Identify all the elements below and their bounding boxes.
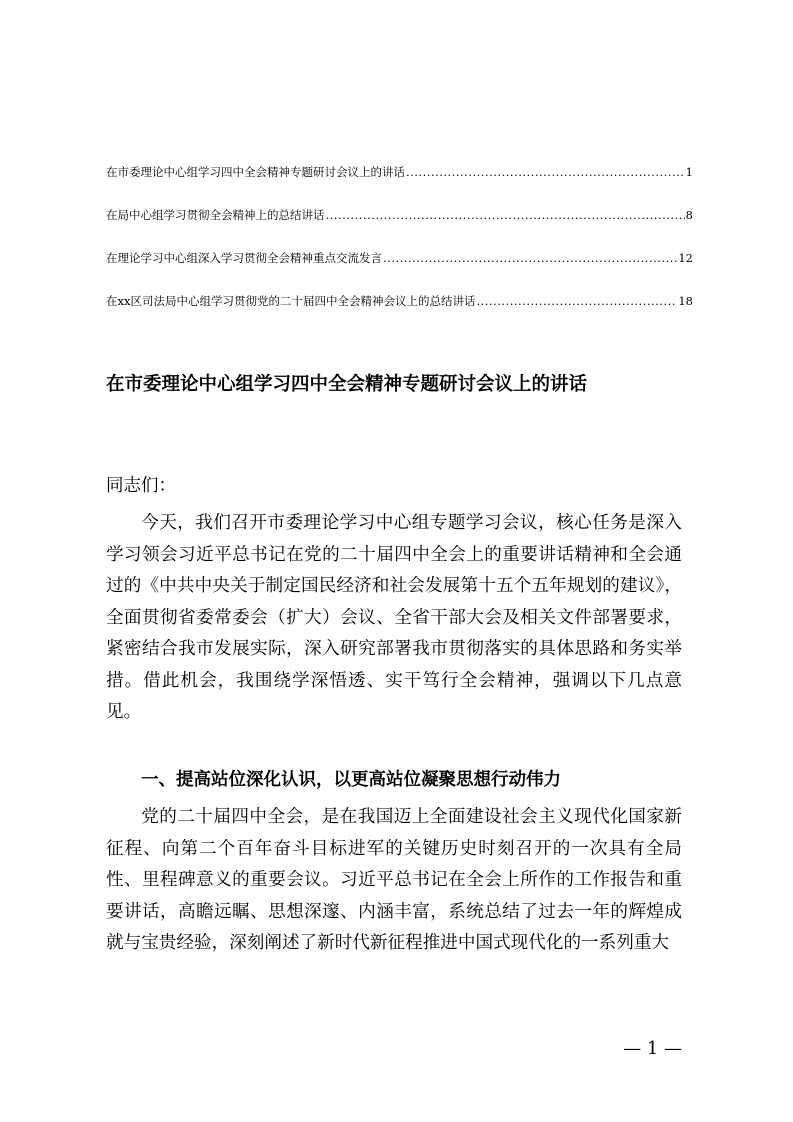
body-paragraph: 今天，我们召开市委理论学习中心组专题学习会议，核心任务是深入学习领会习近平总书记在党的二十届四中全会上的重要讲话精神和全会通过的《中共中央关于制定国民经济和社会发展第十五个五年规划的建议》，全面贯彻省委常委会（扩大）会议、全省干部大会及相关文件部署要求，紧密结合我市发展实际，深入研究部署我市贯彻落实的具体思路和务实举措。借此机会，我围绕学深悟透、实干笃行全会精神，强调以下几点意见。 — [106, 513, 682, 722]
toc-leader-dots — [476, 291, 677, 312]
page-number: — 1 — — [623, 1038, 682, 1059]
section-heading: 一、提高站位深化认识，以更高站位凝聚思想行动伟力 — [141, 770, 561, 790]
body-paragraph: 党的二十届四中全会，是在我国迈上全面建设社会主义现代化国家新征程、向第二个百年奋斗目标进军的关键历史时刻召开的一次具有全局性、里程碑意义的重要会议。习近平总书记在全会上所作的工作报告和重要讲话，高瞻远瞩、思想深邃、内涵丰富，系统总结了过去一年的辉煌成就与宝贵经验，深刻阐述了新时代新征程推进中国式现代化的一系列重大 — [106, 807, 682, 953]
toc-entry-page: 8 — [685, 208, 693, 222]
toc-entry-title: 在理论学习中心组深入学习贯彻全会精神重点交流发言 — [106, 251, 382, 265]
toc-entry[interactable] — [106, 205, 693, 226]
toc-leader-dots — [326, 205, 685, 226]
toc-entry-page: 1 — [685, 165, 693, 179]
toc-entry[interactable] — [106, 248, 693, 269]
toc-entry[interactable] — [106, 162, 693, 183]
table-of-contents — [106, 162, 693, 334]
toc-entry-title: 在局中心组学习贯彻全会精神上的总结讲话 — [106, 208, 325, 222]
toc-leader-dots — [406, 162, 685, 183]
toc-entry[interactable] — [106, 291, 693, 312]
salutation: 同志们： — [106, 476, 176, 496]
toc-entry-title: 在xx区司法局中心组学习贯彻党的二十届四中全会精神会议上的总结讲话 — [106, 294, 476, 308]
toc-entry-title: 在市委理论中心组学习四中全会精神专题研讨会议上的讲话 — [106, 165, 405, 179]
toc-entry-page: 12 — [678, 251, 693, 265]
toc-entry-page: 18 — [678, 294, 693, 308]
toc-leader-dots — [383, 248, 677, 269]
document-title: 在市委理论中心组学习四中全会精神专题研讨会议上的讲话 — [106, 374, 588, 395]
